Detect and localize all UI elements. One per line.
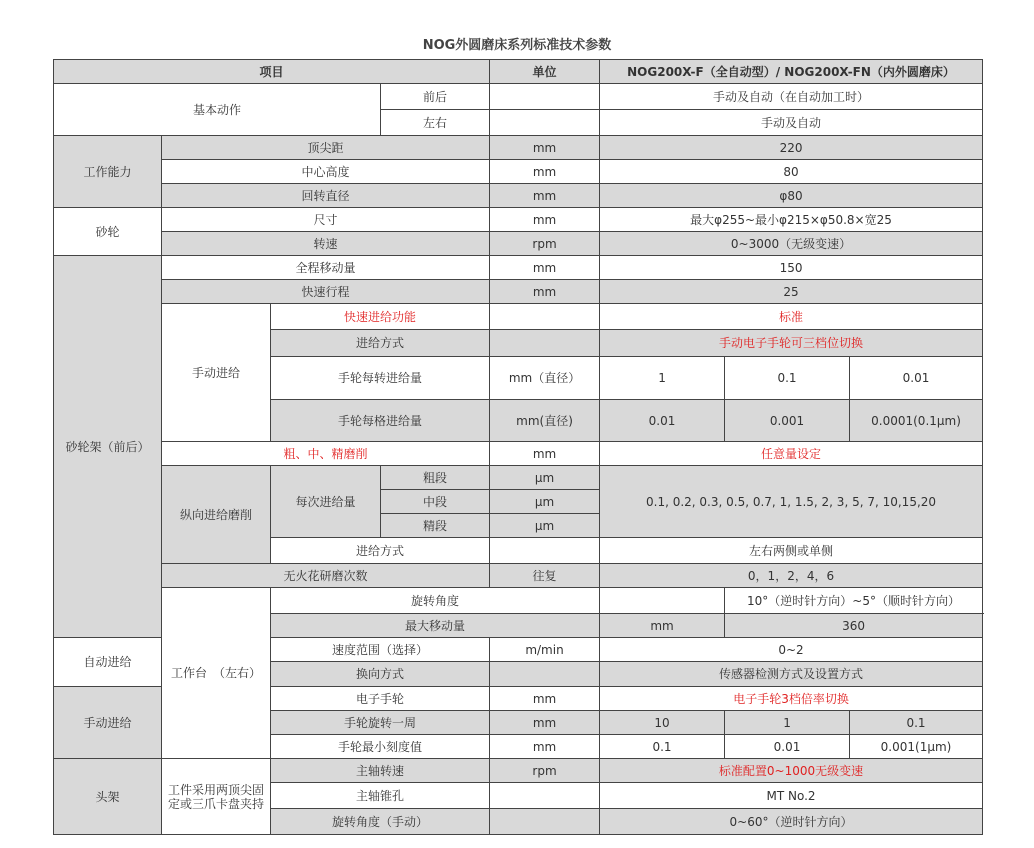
medium-stage-unit: μm [490, 490, 600, 514]
feed-method-unit [490, 330, 600, 357]
header-model: NOG200X-F（全自动型）/ NOG200X-FN（内外圆磨床） [600, 60, 983, 84]
grind-modes-unit: mm [490, 442, 600, 466]
per-turn-value-1: 10 [600, 711, 725, 735]
speed-range-unit: m/min [490, 638, 600, 662]
full-travel-value: 150 [600, 256, 983, 280]
feed-method-name: 进给方式 [271, 330, 490, 357]
longitudinal-method-unit [490, 538, 600, 564]
table-row [54, 564, 983, 588]
per-rev-name: 手轮每转进给量 [271, 357, 490, 400]
full-travel-name: 全程移动量 [162, 256, 490, 280]
header-item: 项目 [54, 60, 490, 84]
feed-method-value: 手动电子手轮可三档位切换 [600, 330, 983, 357]
min-div-value-2: 0.01 [725, 735, 850, 759]
sparkout-value: 0，1，2，4，6 [600, 564, 983, 588]
head-rotation-value: 0~60°（逆时针方向） [600, 809, 983, 835]
reverse-method-name: 换向方式 [271, 662, 490, 687]
basic-left-right-unit [490, 110, 600, 136]
table-row [54, 256, 983, 280]
spindle-speed-value: 标准配置0~1000无级变速 [600, 759, 983, 783]
handwheel-name: 电子手轮 [271, 687, 490, 711]
basic-label: 基本动作 [54, 84, 381, 136]
longitudinal-method-value: 左右两侧或单侧 [600, 538, 983, 564]
table-row [54, 84, 983, 110]
capacity-value: 80 [600, 160, 983, 184]
full-travel-unit: mm [490, 256, 600, 280]
spindle-taper-value: MT No.2 [600, 783, 983, 809]
table-row [54, 588, 983, 614]
coarse-stage-unit: μm [490, 466, 600, 490]
wheel-speed-name: 转速 [162, 232, 490, 256]
basic-front-back-value: 手动及自动（在自动加工时） [600, 84, 983, 110]
reverse-method-value: 传感器检测方式及设置方式 [600, 662, 983, 687]
table-row [54, 759, 983, 783]
handwheel-value: 电子手轮3档倍率切换 [600, 687, 983, 711]
speed-range-value: 0~2 [600, 638, 983, 662]
table-row [54, 304, 983, 330]
longitudinal-label: 纵向进给磨削 [162, 466, 271, 564]
wheel-label: 砂轮 [54, 208, 162, 256]
handwheel-unit: mm [490, 687, 600, 711]
wheelhead-label: 砂轮架（前后） [54, 256, 162, 638]
capacity-unit: mm [490, 160, 600, 184]
table-row [54, 280, 983, 304]
rapid-travel-value: 25 [600, 280, 983, 304]
sparkout-unit: 往复 [490, 564, 600, 588]
grind-modes-value: 任意量设定 [600, 442, 983, 466]
spindle-speed-name: 主轴转速 [271, 759, 490, 783]
max-travel-name: 最大移动量 [271, 614, 600, 638]
max-travel-value: 360 [725, 614, 983, 638]
per-rev-unit: mm（直径） [490, 357, 600, 400]
per-rev-value-3: 0.01 [850, 357, 983, 400]
head-rotation-name: 旋转角度（手动） [271, 809, 490, 835]
fine-stage-name: 精段 [381, 514, 490, 538]
min-div-value-1: 0.1 [600, 735, 725, 759]
wheel-size-value: 最大φ255~最小φ215×φ50.8×宽25 [600, 208, 983, 232]
wheel-speed-value: 0~3000（无级变速） [600, 232, 983, 256]
rapid-travel-unit: mm [490, 280, 600, 304]
spec-table [53, 59, 983, 835]
capacity-unit: mm [490, 184, 600, 208]
table-header-row [54, 60, 983, 84]
table-row [54, 208, 983, 232]
each-feed-label: 每次进给量 [271, 466, 381, 538]
basic-front-back-name: 前后 [381, 84, 490, 110]
per-turn-name: 手轮旋转一周 [271, 711, 490, 735]
coarse-stage-name: 粗段 [381, 466, 490, 490]
table-row [54, 184, 983, 208]
table-row [54, 136, 983, 160]
auto-feed-label: 自动进给 [54, 638, 162, 687]
max-travel-unit: mm [600, 614, 725, 638]
min-div-unit: mm [490, 735, 600, 759]
min-div-name: 手轮最小刻度值 [271, 735, 490, 759]
table-row [54, 442, 983, 466]
rapid-feed-function-name: 快速进给功能 [271, 304, 490, 330]
feed-amount-values: 0.1, 0.2, 0.3, 0.5, 0.7, 1, 1.5, 2, 3, 5, 7, 10,15,20 [600, 466, 983, 538]
wheel-size-unit: mm [490, 208, 600, 232]
sparkout-name: 无火花研磨次数 [162, 564, 490, 588]
basic-left-right-value: 手动及自动 [600, 110, 983, 136]
per-turn-value-2: 1 [725, 711, 850, 735]
spindle-taper-unit [490, 783, 600, 809]
min-div-value-3: 0.001(1μm) [850, 735, 983, 759]
spindle-speed-unit: rpm [490, 759, 600, 783]
rotation-angle-value: 10°（逆时针方向）~5°（顺时针方向） [725, 588, 983, 614]
rapid-feed-function-unit [490, 304, 600, 330]
rotation-angle-name: 旋转角度 [271, 588, 600, 614]
per-div-value-2: 0.001 [725, 400, 850, 442]
reverse-method-unit [490, 662, 600, 687]
medium-stage-name: 中段 [381, 490, 490, 514]
per-div-unit: mm(直径) [490, 400, 600, 442]
per-rev-value-1: 1 [600, 357, 725, 400]
wheel-size-name: 尺寸 [162, 208, 490, 232]
capacity-label: 工作能力 [54, 136, 162, 208]
table-row [54, 160, 983, 184]
wheel-speed-unit: rpm [490, 232, 600, 256]
per-turn-value-3: 0.1 [850, 711, 983, 735]
rapid-travel-name: 快速行程 [162, 280, 490, 304]
capacity-value: φ80 [600, 184, 983, 208]
table-manual-feed-label: 手动进给 [54, 687, 162, 759]
header-unit: 单位 [490, 60, 600, 84]
basic-front-back-unit [490, 84, 600, 110]
longitudinal-method-name: 进给方式 [271, 538, 490, 564]
basic-left-right-name: 左右 [381, 110, 490, 136]
rotation-angle-unit [600, 588, 725, 614]
capacity-unit: mm [490, 136, 600, 160]
page-title: NOG外圆磨床系列标准技术参数 [422, 38, 612, 53]
manual-feed-label: 手动进给 [162, 304, 271, 442]
table-row [54, 466, 983, 490]
per-div-value-1: 0.01 [600, 400, 725, 442]
per-turn-unit: mm [490, 711, 600, 735]
headstock-label: 头架 [54, 759, 162, 835]
spindle-taper-name: 主轴锥孔 [271, 783, 490, 809]
grind-modes-name: 粗、中、精磨削 [162, 442, 490, 466]
speed-range-name: 速度范围（选择） [271, 638, 490, 662]
per-div-name: 手轮每格进给量 [271, 400, 490, 442]
rapid-feed-function-value: 标准 [600, 304, 983, 330]
capacity-name: 中心高度 [162, 160, 490, 184]
capacity-name: 回转直径 [162, 184, 490, 208]
per-rev-value-2: 0.1 [725, 357, 850, 400]
capacity-value: 220 [600, 136, 983, 160]
clamp-method: 工件采用两顶尖固 定或三爪卡盘夹持 [162, 759, 271, 835]
head-rotation-unit [490, 809, 600, 835]
capacity-name: 顶尖距 [162, 136, 490, 160]
per-div-value-3: 0.0001(0.1μm) [850, 400, 983, 442]
worktable-label: 工作台 （左右） [162, 588, 271, 759]
fine-stage-unit: μm [490, 514, 600, 538]
table-row [54, 232, 983, 256]
